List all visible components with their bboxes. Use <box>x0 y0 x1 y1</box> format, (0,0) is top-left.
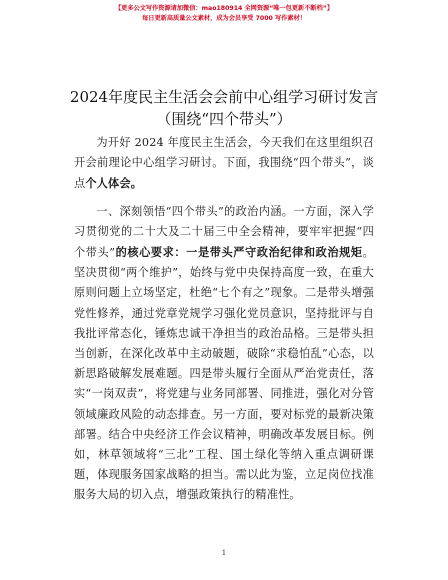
document-title-line-1: 2024年度民主生活会会前中心组学习研讨发言 <box>69 88 379 106</box>
promo-banner <box>0 4 448 24</box>
paragraph-section-one <box>74 202 374 506</box>
paragraph-intro-text: 为开好 2024 年度民主生活会，今天我们在这里组织召开会前理论中心组学习研讨。下面，我围绕“四个带头”，谈点 <box>74 136 374 191</box>
document-title-line-2: （围绕“四个带头”） <box>156 110 292 128</box>
page-number: 1 <box>221 549 227 557</box>
document-title <box>0 86 448 130</box>
paragraph-section-one-text-a: 一、深刻领悟“四个带头”的政治内涵。一方面，深入学习贯彻党的二十大及二十届三中全会精神，要牢牢把握“四个带头” <box>74 204 374 260</box>
paragraph-intro <box>74 133 374 195</box>
document-body <box>74 133 374 506</box>
paragraph-section-one-bold: 的核心要求：一是带头严守政治纪律和政治规矩 <box>115 245 363 260</box>
promo-banner-line-1: 【更多公文写作资源请加微信：mao180914 全网资源“唯一包更新不断档”】 <box>114 5 334 12</box>
paragraph-intro-bold: 个人体会。 <box>85 176 143 191</box>
promo-banner-line-2: 每日更新高质量公文素材，成为会员享受 7000 写作素材！ <box>142 15 306 22</box>
paragraph-section-one-text-c: 。坚决贯彻“两个维护”，始终与党中央保持高度一致，在重大原则问题上立场坚定，杜绝“七个有之”现象。二是带头增强党性修养，通过党章党规学习强化党员意识，坚持批评与自我批评常态化，锤炼忠诚干净担当的政治品格。三是带头担当创新，在深化改革中主动破题，破除“求稳怕乱”心态，以新思路破解发展难题。四是带头履行全面从严治党责任，落实“一岗双责”，将党建与业务同部署、同推进，强化对分管领域廉政风险的动态排查。另一方面，要对标党的最新决策部署。结合中央经济工作会议精神，明确改革发展目标。例如，林草领域将“三北”工程、国土绿化等纳入重点调研课题，体现服务国家战略的担当。需以此为鉴，立足岗位找准服务大局的切入点，增强政策执行的精准性。 <box>74 246 374 502</box>
